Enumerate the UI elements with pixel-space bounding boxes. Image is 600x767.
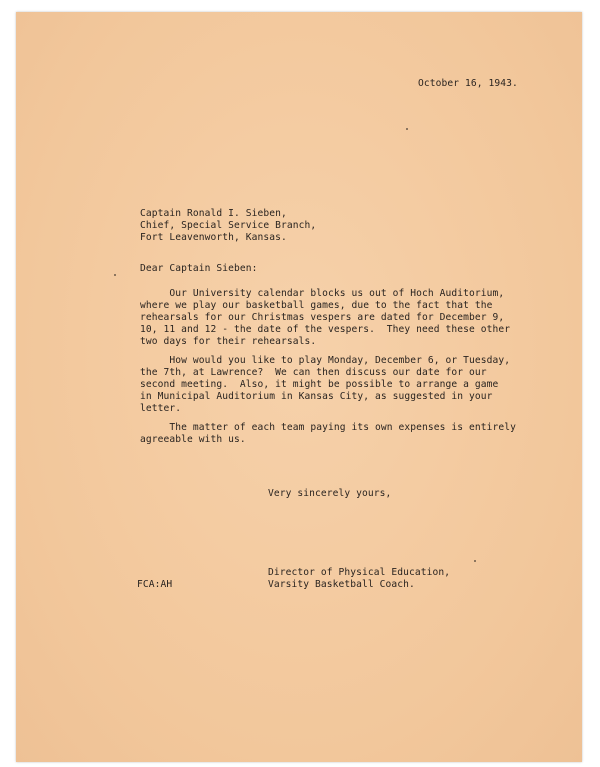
body-line: two days for their rehearsals. (140, 336, 317, 347)
paper-speck (114, 274, 116, 276)
body-paragraph-2 (140, 355, 510, 415)
body-line: where we play our basketball games, due to the fact that the (140, 300, 493, 311)
body-line: 10, 11 and 12 - the date of the vespers. They need these other (140, 324, 511, 335)
recipient-line: Captain Ronald I. Sieben, (140, 208, 287, 219)
body-paragraph-1 (140, 288, 510, 348)
typist-initials: FCA:AH (137, 579, 173, 590)
body-line: letter. (140, 403, 182, 414)
letter-date: October 16, 1943. (418, 78, 518, 89)
body-line: agreeable with us. (140, 434, 246, 445)
body-line: rehearsals for our Christmas vespers are dated for December 9, (140, 312, 505, 323)
body-line: Our University calendar blocks us out of Hoch Auditorium, (140, 288, 505, 299)
body-line: How would you like to play Monday, December 6, or Tuesday, (140, 355, 511, 366)
body-line: the 7th, at Lawrence? We can then discuss our date for our (140, 367, 487, 378)
signature-block (268, 567, 450, 591)
paper-speck (474, 560, 476, 562)
body-paragraph-3 (140, 422, 516, 446)
letter-page (16, 12, 582, 762)
signature-line: Director of Physical Education, (268, 567, 451, 578)
recipient-line: Chief, Special Service Branch, (140, 220, 317, 231)
complimentary-close: Very sincerely yours, (268, 488, 392, 499)
paper-speck (406, 128, 408, 130)
recipient-line: Fort Leavenworth, Kansas. (140, 232, 287, 243)
body-line: The matter of each team paying its own expenses is entirely (140, 422, 517, 433)
body-line: second meeting. Also, it might be possible to arrange a game (140, 379, 499, 390)
salutation: Dear Captain Sieben: (140, 263, 258, 274)
signature-line: Varsity Basketball Coach. (268, 579, 415, 590)
body-line: in Municipal Auditorium in Kansas City, as suggested in your (140, 391, 493, 402)
recipient-address (140, 208, 316, 244)
